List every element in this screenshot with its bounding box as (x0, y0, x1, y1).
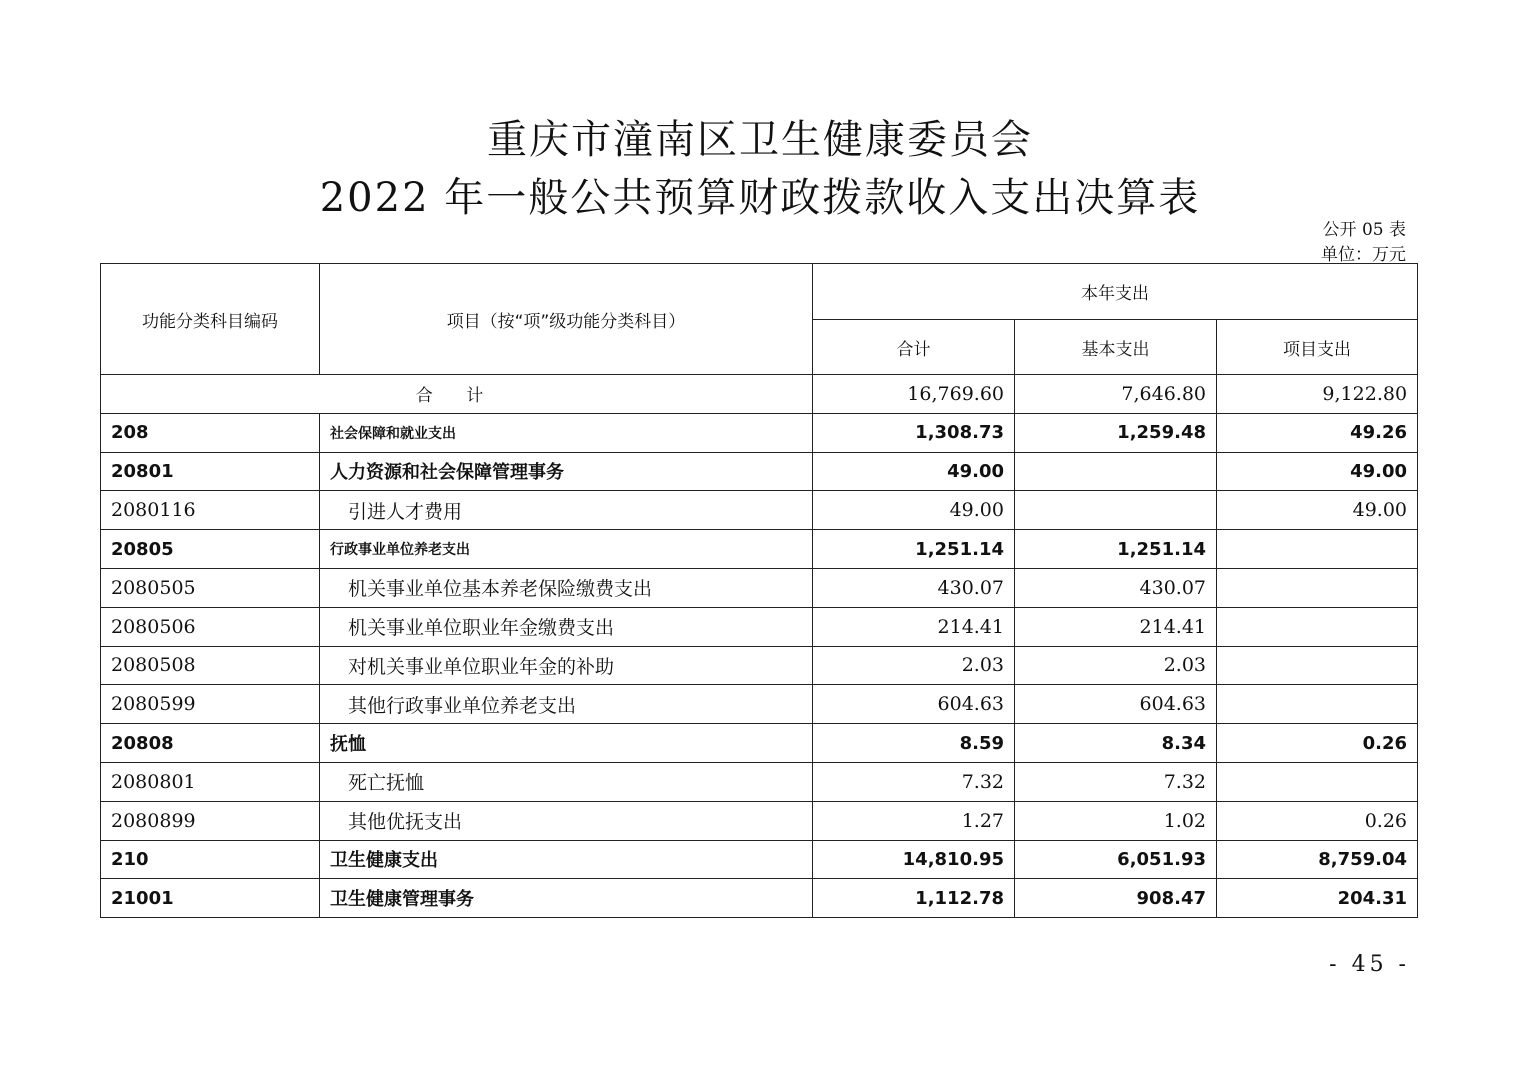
table-row (101, 568, 1418, 607)
total-sum: 16,769.60 (813, 375, 1015, 414)
row-code: 2080505 (101, 568, 320, 607)
page-number: - 45 - (1329, 952, 1410, 977)
total-project: 9,122.80 (1217, 375, 1418, 414)
row-code: 20808 (101, 724, 320, 763)
row-name: 抚恤 (320, 724, 813, 763)
table-row (101, 801, 1418, 840)
total-label: 合 计 (101, 375, 813, 414)
row-project (1217, 607, 1418, 646)
row-total: 7.32 (813, 762, 1015, 801)
row-project: 8,759.04 (1217, 840, 1418, 879)
table-row (101, 762, 1418, 801)
row-basic (1015, 452, 1217, 491)
row-project (1217, 685, 1418, 724)
row-project: 0.26 (1217, 724, 1418, 763)
row-name: 机关事业单位基本养老保险缴费支出 (320, 568, 813, 607)
row-project: 0.26 (1217, 801, 1418, 840)
row-code: 2080508 (101, 646, 320, 685)
row-name: 卫生健康管理事务 (320, 879, 813, 918)
row-basic: 1,259.48 (1015, 413, 1217, 452)
header-basic: 基本支出 (1015, 320, 1217, 375)
row-name: 行政事业单位养老支出 (320, 530, 813, 569)
row-total: 49.00 (813, 491, 1015, 530)
row-total: 14,810.95 (813, 840, 1015, 879)
row-basic: 8.34 (1015, 724, 1217, 763)
table-row (101, 879, 1418, 918)
row-total: 1.27 (813, 801, 1015, 840)
row-total: 1,308.73 (813, 413, 1015, 452)
row-name: 引进人才费用 (320, 491, 813, 530)
row-name: 对机关事业单位职业年金的补助 (320, 646, 813, 685)
row-basic: 908.47 (1015, 879, 1217, 918)
unit-label: 单位：万元 (1321, 245, 1406, 265)
row-basic: 430.07 (1015, 568, 1217, 607)
row-basic: 6,051.93 (1015, 840, 1217, 879)
row-code: 20801 (101, 452, 320, 491)
row-code: 21001 (101, 879, 320, 918)
row-name: 死亡抚恤 (320, 762, 813, 801)
row-total: 604.63 (813, 685, 1015, 724)
row-name: 其他优抚支出 (320, 801, 813, 840)
row-project (1217, 646, 1418, 685)
row-basic: 604.63 (1015, 685, 1217, 724)
header-total: 合计 (813, 320, 1015, 375)
table-row (101, 724, 1418, 763)
form-number: 公开 05 表 (1322, 220, 1406, 240)
row-project (1217, 762, 1418, 801)
row-project: 49.00 (1217, 491, 1418, 530)
row-name: 其他行政事业单位养老支出 (320, 685, 813, 724)
document-title-line1: 重庆市潼南区卫生健康委员会 (487, 117, 1033, 163)
row-total: 49.00 (813, 452, 1015, 491)
row-code: 2080801 (101, 762, 320, 801)
row-basic: 2.03 (1015, 646, 1217, 685)
row-code: 2080116 (101, 491, 320, 530)
row-project: 204.31 (1217, 879, 1418, 918)
row-project (1217, 530, 1418, 569)
row-basic: 1,251.14 (1015, 530, 1217, 569)
row-total: 8.59 (813, 724, 1015, 763)
row-total: 430.07 (813, 568, 1015, 607)
row-basic (1015, 491, 1217, 530)
table-row (101, 452, 1418, 491)
budget-table (100, 263, 1418, 918)
total-row (101, 375, 1418, 414)
row-project: 49.26 (1217, 413, 1418, 452)
row-code: 210 (101, 840, 320, 879)
row-basic: 7.32 (1015, 762, 1217, 801)
header-current-year: 本年支出 (813, 264, 1418, 320)
table-row (101, 413, 1418, 452)
table-row (101, 530, 1418, 569)
table-row (101, 840, 1418, 879)
table-row (101, 646, 1418, 685)
row-code: 20805 (101, 530, 320, 569)
row-total: 214.41 (813, 607, 1015, 646)
row-code: 2080599 (101, 685, 320, 724)
row-total: 2.03 (813, 646, 1015, 685)
row-code: 2080506 (101, 607, 320, 646)
row-total: 1,112.78 (813, 879, 1015, 918)
total-basic: 7,646.80 (1015, 375, 1217, 414)
table-row (101, 491, 1418, 530)
row-code: 208 (101, 413, 320, 452)
header-code: 功能分类科目编码 (101, 264, 320, 375)
table-row (101, 685, 1418, 724)
document-title-line2: 2022 年一般公共预算财政拨款收入支出决算表 (319, 175, 1201, 221)
row-basic: 1.02 (1015, 801, 1217, 840)
row-project (1217, 568, 1418, 607)
row-total: 1,251.14 (813, 530, 1015, 569)
row-basic: 214.41 (1015, 607, 1217, 646)
row-name: 卫生健康支出 (320, 840, 813, 879)
table-row (101, 607, 1418, 646)
row-project: 49.00 (1217, 452, 1418, 491)
row-name: 人力资源和社会保障管理事务 (320, 452, 813, 491)
header-item: 项目（按“项”级功能分类科目） (320, 264, 813, 375)
row-code: 2080899 (101, 801, 320, 840)
header-project: 项目支出 (1217, 320, 1418, 375)
row-name: 社会保障和就业支出 (320, 413, 813, 452)
row-name: 机关事业单位职业年金缴费支出 (320, 607, 813, 646)
